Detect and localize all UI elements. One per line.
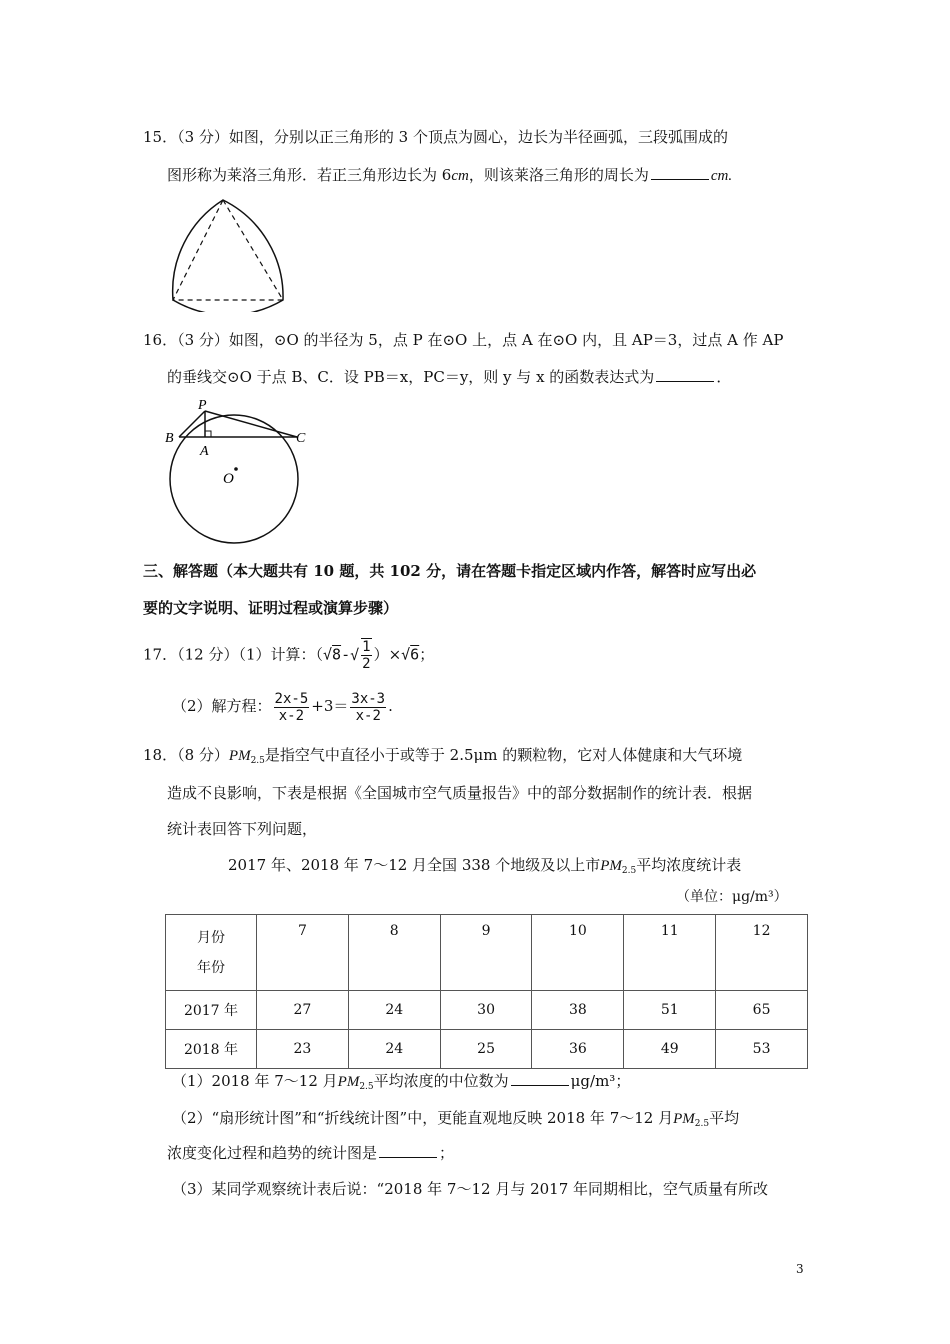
f1-num: 2x-5 [274, 690, 309, 707]
q18-line3: 统计表回答下列问题， [167, 820, 318, 838]
sqrt-6: √6 [401, 645, 420, 664]
half-frac [361, 638, 371, 672]
table-title [228, 854, 741, 879]
q17-end2: . [388, 697, 393, 715]
year-cell: 2018 年 [166, 1030, 257, 1069]
table-title-pm-sub: 2.5 [621, 866, 637, 876]
table-row [166, 1030, 808, 1069]
q16-line1: 16．（3 分）如图，⊙O 的半径为 5，点 P 在⊙O 上，点 A 在⊙O 内，且 AP＝3，过点 A 作 AP [143, 331, 784, 349]
f1-den: x-2 [278, 707, 305, 724]
value-cell: 27 [257, 991, 349, 1030]
header-corner [166, 915, 257, 991]
table-unit: （单位：μg/m³） [676, 889, 788, 905]
q15-line2-text: 图形称为莱洛三角形．若正三角形边长为 6 [167, 166, 452, 184]
month-cell: 9 [440, 915, 532, 991]
sub2-text-a: （2）“扇形统计图”和“折线统计图”中，更能直观地反映 2018 年 7～12 月 [172, 1109, 674, 1127]
table-header-row [166, 915, 808, 991]
value-cell: 36 [532, 1030, 624, 1069]
value-cell: 30 [440, 991, 532, 1030]
q18-line1 [143, 744, 742, 769]
label-c: C [296, 431, 306, 446]
q16-line2-end: ． [716, 368, 732, 386]
sub1-pm: PM [337, 1074, 360, 1090]
month-cell: 7 [257, 915, 349, 991]
q17-part2-label: （2）解方程： [172, 697, 272, 715]
rad8: 8 [332, 645, 342, 664]
value-cell: 51 [624, 991, 716, 1030]
value-cell: 38 [532, 991, 624, 1030]
q18-sub2 [172, 1107, 739, 1132]
q15-answer-blank[interactable] [651, 165, 709, 180]
label-o: O [223, 471, 234, 487]
table-row [166, 991, 808, 1030]
month-cell: 10 [532, 915, 624, 991]
sub1-unit: μg/m³； [570, 1072, 631, 1090]
sub2-pm-sub: 2.5 [694, 1119, 710, 1129]
section3-line2: 要的文字说明、证明过程或演算步骤） [143, 599, 399, 617]
q18-line2: 造成不良影响，下表是根据《全国城市空气质量报告》中的部分数据制作的统计表．根据 [167, 784, 753, 802]
q18-1-answer-blank[interactable] [511, 1071, 569, 1086]
segment-pc [205, 411, 297, 437]
q18-2-answer-blank[interactable] [379, 1143, 437, 1158]
month-cell: 11 [624, 915, 716, 991]
header-year: 年份 [197, 960, 225, 976]
times: ）× [373, 645, 402, 664]
table-title-pm: PM [600, 858, 622, 874]
value-cell: 49 [624, 1030, 716, 1069]
f2-num: 3x-3 [351, 690, 386, 707]
inner-triangle [173, 200, 283, 300]
fraction-2 [350, 691, 386, 724]
half-den: 2 [362, 656, 371, 672]
half-num: 1 [362, 639, 371, 655]
reuleaux-outline [173, 200, 283, 312]
label-a: A [200, 444, 209, 459]
year-cell: 2017 年 [166, 991, 257, 1030]
q18-sub1 [172, 1070, 630, 1095]
q16-line2 [167, 366, 731, 388]
month-cell: 12 [716, 915, 808, 991]
value-cell: 24 [348, 1030, 440, 1069]
sub1-pm-sub: 2.5 [359, 1082, 374, 1092]
circle-o [170, 415, 298, 543]
minus: - [341, 645, 351, 664]
q17-part2 [172, 688, 393, 724]
sub2-pm: PM [673, 1111, 695, 1127]
pm25-table [165, 914, 808, 1069]
table-title-a: 2017 年、2018 年 7～12 月全国 338 个地级及以上市 [228, 856, 601, 874]
q17-head: 17．（12 分）（1）计算：（ [143, 645, 323, 664]
sqrt-half: √ $\frac{1}{2}$ [350, 639, 371, 672]
q15-unit: cm [451, 168, 469, 184]
sqrt-8: √8 [323, 645, 342, 664]
q17-part1 [143, 638, 434, 672]
value-cell: 23 [257, 1030, 349, 1069]
header-month: 月份 [197, 930, 225, 946]
q16-line2-text: 的垂线交⊙O 于点 B、C．设 PB＝x，PC＝y，则 y 与 x 的函数表达式为 [167, 368, 655, 386]
pm-label: PM [228, 748, 251, 764]
value-cell: 65 [716, 991, 808, 1030]
value-cell: 53 [716, 1030, 808, 1069]
sub1-text-b: 平均浓度的中位数为 [373, 1072, 509, 1090]
q18-head: 18．（8 分） [143, 746, 229, 764]
label-b: B [165, 431, 174, 446]
pm-sub: 2.5 [250, 756, 265, 766]
label-p: P [198, 398, 207, 413]
q18-line1-text: 是指空气中直径小于或等于 2.5μm 的颗粒物，它对人体健康和大气环境 [264, 746, 743, 764]
sub1-text-a: （1）2018 年 7～12 月 [172, 1072, 338, 1090]
table-title-b: 平均浓度统计表 [636, 856, 742, 874]
q15-unit-end: cm. [710, 168, 733, 184]
rad6: 6 [410, 645, 420, 664]
q18-sub2-line2 [167, 1142, 454, 1164]
sub2-line2-text: 浓度变化过程和趋势的统计图是 [167, 1144, 378, 1162]
q15-line2 [167, 164, 732, 187]
value-cell: 25 [440, 1030, 532, 1069]
q15-line2-text-b: ，则该莱洛三角形的周长为 [468, 166, 649, 184]
month-cell: 8 [348, 915, 440, 991]
q16-answer-blank[interactable] [656, 367, 714, 382]
sub2-end: ； [439, 1144, 455, 1162]
circle-figure [160, 395, 310, 545]
right-angle-mark [205, 431, 211, 437]
q17-end1: ； [419, 645, 435, 664]
reuleaux-triangle-figure [165, 196, 293, 312]
fraction-1 [274, 691, 310, 724]
value-cell: 24 [348, 991, 440, 1030]
f2-den: x-2 [355, 707, 381, 724]
q15-line1: 15．（3 分）如图，分别以正三角形的 3 个顶点为圆心，边长为半径画弧，三段弧围成的 [143, 128, 728, 146]
sub2-text-b: 平均 [709, 1109, 740, 1127]
q18-sub3: （3）某同学观察统计表后说：“2018 年 7～12 月与 2017 年同期相比，空气质量有所改 [172, 1180, 769, 1198]
center-dot [234, 467, 238, 471]
page-number: 3 [796, 1262, 804, 1276]
plus3: +3＝ [311, 697, 349, 715]
section3-line1: 三、解答题（本大题共有 10 题，共 102 分，请在答题卡指定区域内作答，解答时应写出必 [143, 562, 757, 580]
